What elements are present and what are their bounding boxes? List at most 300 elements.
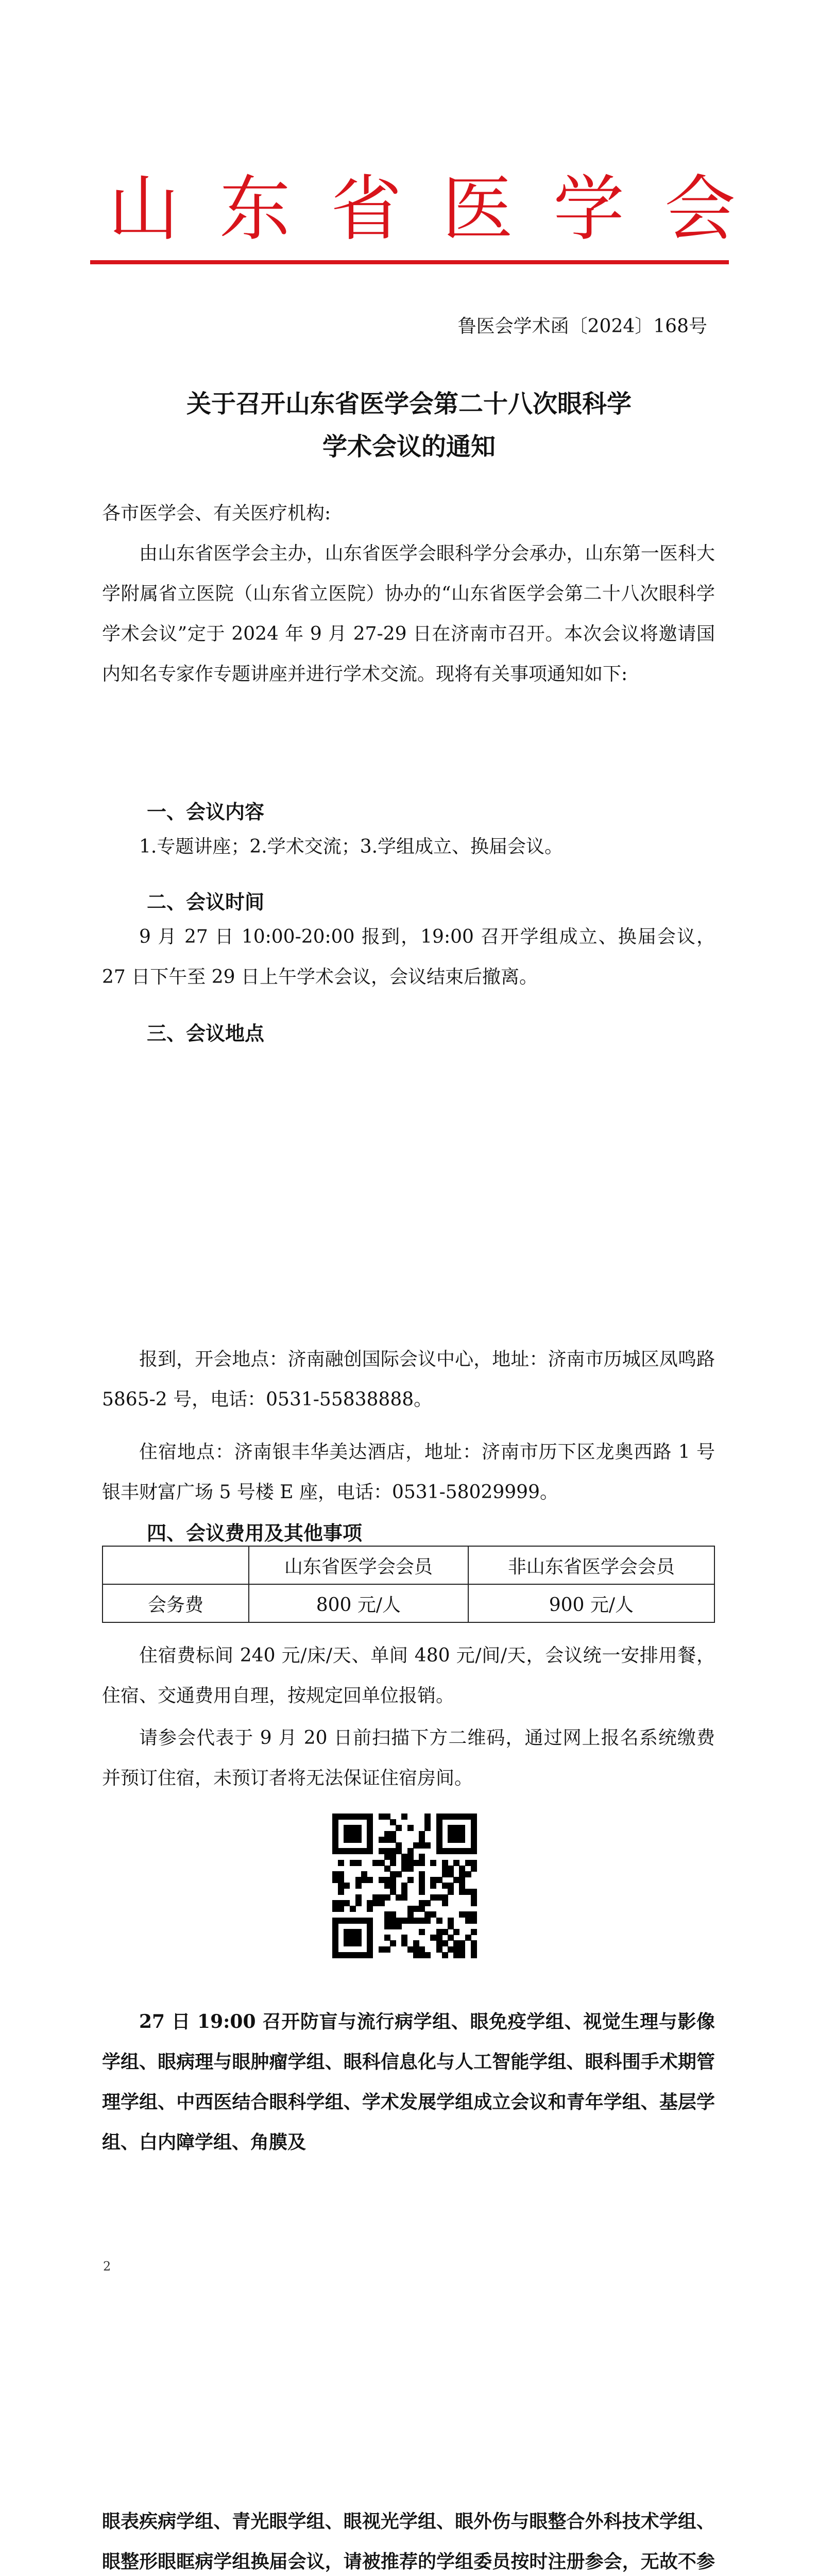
qr-module	[471, 1814, 477, 1820]
doc-number: 鲁医会学术函〔2024〕168号	[457, 316, 707, 337]
qr-module	[355, 1837, 362, 1843]
qr-module	[442, 1814, 448, 1820]
qr-module	[379, 1900, 385, 1906]
qr-module	[448, 1814, 454, 1820]
qr-module	[448, 1848, 454, 1854]
qr-module	[384, 1946, 390, 1953]
qr-module	[419, 1952, 425, 1958]
qr-module	[453, 1877, 459, 1883]
qr-module	[384, 1883, 390, 1889]
qr-module	[332, 1842, 338, 1849]
qr-module	[390, 1923, 396, 1929]
qr-module	[465, 1918, 471, 1924]
qr-module	[471, 1946, 477, 1953]
qr-module	[338, 1889, 344, 1895]
qr-module	[436, 1946, 442, 1953]
groups-text: 27 日 19:00 召开防盲与流行病学组、眼免疫学组、视觉生理与影像学组、眼病理与眼肿瘤学组、眼科信息化与人工智能学组、眼科围手术期管理学组、中西医结合眼科学组、学术发展学组成立会议和青年学组、基层学组、白内障学组、角膜及	[102, 2011, 715, 2153]
qr-module	[344, 1848, 350, 1854]
qr-module	[471, 1929, 477, 1935]
qr-module	[459, 1889, 465, 1895]
qr-module	[344, 1825, 350, 1831]
qr-module	[332, 1819, 338, 1825]
qr-module	[384, 1935, 390, 1941]
qr-module	[355, 1860, 362, 1866]
qr-module	[338, 1883, 344, 1889]
qr-module	[367, 1842, 373, 1849]
qr-module	[390, 1940, 396, 1946]
qr-module	[459, 1911, 465, 1918]
qr-module	[471, 1866, 477, 1872]
qr-module	[344, 1929, 350, 1935]
qr-module	[390, 1877, 396, 1883]
qr-module	[372, 1900, 379, 1906]
qr-module	[350, 1831, 356, 1837]
qr-module	[390, 1854, 396, 1860]
qr-module	[448, 1883, 454, 1889]
qr-module	[367, 1837, 373, 1843]
qr-module	[459, 1877, 465, 1883]
qr-module	[436, 1877, 442, 1883]
qr-module	[361, 1848, 367, 1854]
qr-module	[379, 1860, 385, 1866]
qr-module	[332, 1929, 338, 1935]
qr-module	[436, 1918, 442, 1924]
qr-module	[401, 1883, 407, 1889]
qr-module	[430, 1877, 436, 1883]
qr-module	[332, 1825, 338, 1831]
qr-module	[436, 1848, 442, 1854]
qr-module	[471, 1940, 477, 1946]
qr-module	[367, 1848, 373, 1854]
qr-module	[459, 1883, 465, 1889]
qr-module	[413, 1940, 419, 1946]
qr-module	[350, 1929, 356, 1935]
qr-module	[361, 1952, 367, 1958]
qr-module	[361, 1871, 367, 1877]
qr-module	[396, 1918, 402, 1924]
qr-module	[338, 1877, 344, 1883]
qr-module	[453, 1825, 459, 1831]
fees-table-cell: 800 元/人	[249, 1584, 468, 1622]
qr-module	[401, 1814, 407, 1820]
page-number-2: 2	[103, 2259, 111, 2274]
qr-module	[430, 1911, 436, 1918]
qr-module	[436, 1837, 442, 1843]
qr-module	[442, 1940, 448, 1946]
qr-module	[465, 1860, 471, 1866]
qr-module	[367, 1906, 373, 1912]
fees-table-header-row	[103, 1546, 714, 1584]
qr-module	[459, 1825, 465, 1831]
qr-module	[350, 1918, 356, 1924]
qr-module	[344, 1918, 350, 1924]
qr-module	[379, 1814, 385, 1820]
qr-module	[367, 1952, 373, 1958]
qr-module	[442, 1952, 448, 1958]
qr-module	[465, 1814, 471, 1820]
qr-module	[367, 1940, 373, 1946]
qr-module	[372, 1894, 379, 1901]
qr-module	[448, 1889, 454, 1895]
qr-module	[465, 1871, 471, 1877]
qr-module	[459, 1871, 465, 1877]
qr-module	[471, 1831, 477, 1837]
qr-module	[379, 1894, 385, 1901]
qr-module	[355, 1935, 362, 1941]
qr-module	[465, 1911, 471, 1918]
qr-module	[367, 1929, 373, 1935]
fees-table	[102, 1546, 715, 1623]
qr-module	[350, 1848, 356, 1854]
fees-table-cell: 900 元/人	[468, 1584, 714, 1622]
qr-module	[401, 1918, 407, 1924]
qr-module	[396, 1923, 402, 1929]
qr-module	[384, 1837, 390, 1843]
qr-module	[390, 1831, 396, 1837]
qr-module	[338, 1906, 344, 1912]
qr-module	[448, 1837, 454, 1843]
qr-module	[424, 1819, 431, 1825]
qr-module	[384, 1831, 390, 1837]
qr-module	[424, 1911, 431, 1918]
qr-module	[361, 1918, 367, 1924]
qr-module	[390, 1911, 396, 1918]
qr-module	[465, 1889, 471, 1895]
lodging-text: 住宿费标间 240 元/床/天、单间 480 元/间/天，会议统一安排用餐，住宿、交通费用自理，按规定回单位报销。	[102, 1645, 715, 1706]
qr-module	[424, 1918, 431, 1924]
qr-module	[407, 1946, 414, 1953]
qr-module	[384, 1877, 390, 1883]
qr-module	[407, 1825, 414, 1831]
qr-module	[344, 1814, 350, 1820]
qr-module	[401, 1894, 407, 1901]
qr-module	[344, 1900, 350, 1906]
fees-table-header-cell	[103, 1546, 249, 1584]
qr-module	[332, 1837, 338, 1843]
qr-module	[384, 1911, 390, 1918]
fees-table-header-cell: 山东省医学会会员	[249, 1546, 468, 1584]
qr-module	[430, 1935, 436, 1941]
qr-module	[459, 1837, 465, 1843]
qr-module	[350, 1837, 356, 1843]
qr-module	[413, 1918, 419, 1924]
qr-module	[407, 1866, 414, 1872]
section-fees-heading: 四、会议费用及其他事项	[147, 1521, 363, 1545]
qr-module	[355, 1883, 362, 1889]
qr-module	[471, 1894, 477, 1901]
qr-module	[384, 1854, 390, 1860]
qr-module	[436, 1819, 442, 1825]
register-text: 请参会代表于 9 月 20 日前扫描下方二维码，通过网上报名系统缴费并预订住宿，未预订者将无法保证住宿房间。	[102, 1727, 715, 1789]
qr-module	[355, 1900, 362, 1906]
qr-module	[424, 1952, 431, 1958]
fees-table-header-cell: 非山东省医学会会员	[468, 1546, 714, 1584]
qr-module	[367, 1825, 373, 1831]
qr-module	[396, 1825, 402, 1831]
qr-module	[419, 1918, 425, 1924]
qr-module	[367, 1819, 373, 1825]
qr-module	[453, 1860, 459, 1866]
qr-module	[442, 1860, 448, 1866]
qr-module	[430, 1883, 436, 1889]
qr-module	[419, 1837, 425, 1843]
qr-module	[471, 1842, 477, 1849]
qr-module	[396, 1848, 402, 1854]
qr-module	[344, 1837, 350, 1843]
qr-module	[407, 1911, 414, 1918]
qr-module	[355, 1918, 362, 1924]
qr-module	[419, 1854, 425, 1860]
qr-module	[407, 1877, 414, 1883]
section-time-heading: 二、会议时间	[147, 890, 265, 913]
qr-module	[471, 1825, 477, 1831]
qr-module	[419, 1883, 425, 1889]
qr-module	[419, 1871, 425, 1877]
qr-module	[448, 1946, 454, 1953]
qr-module	[367, 1814, 373, 1820]
qr-module	[350, 1814, 356, 1820]
qr-module	[384, 1894, 390, 1901]
qr-module	[332, 1877, 338, 1883]
qr-module	[332, 1814, 338, 1820]
qr-module	[471, 1889, 477, 1895]
qr-module	[379, 1837, 385, 1843]
qr-module	[332, 1848, 338, 1854]
qr-module	[407, 1854, 414, 1860]
qr-module	[453, 1946, 459, 1953]
qr-module	[396, 1894, 402, 1901]
qr-module	[332, 1918, 338, 1924]
qr-module	[379, 1946, 385, 1953]
qr-module	[453, 1837, 459, 1843]
qr-module	[355, 1940, 362, 1946]
qr-module	[442, 1900, 448, 1906]
qr-module	[419, 1906, 425, 1912]
qr-module	[436, 1940, 442, 1946]
qr-module	[367, 1935, 373, 1941]
section-content-heading: 一、会议内容	[147, 800, 265, 823]
qr-module	[453, 1831, 459, 1837]
qr-module	[453, 1929, 459, 1935]
qr-module	[471, 1860, 477, 1866]
qr-module	[396, 1842, 402, 1849]
qr-module	[448, 1825, 454, 1831]
qr-module	[424, 1900, 431, 1906]
qr-module	[436, 1842, 442, 1849]
qr-module	[350, 1906, 356, 1912]
qr-module	[384, 1918, 390, 1924]
qr-module	[350, 1825, 356, 1831]
qr-module	[413, 1842, 419, 1849]
qr-module	[471, 1911, 477, 1918]
qr-module	[338, 1900, 344, 1906]
qr-module	[471, 1918, 477, 1924]
doc-title-line2: 学术会议的通知	[322, 432, 496, 461]
header-rule	[90, 260, 729, 264]
org-title: 山东省医学会	[108, 167, 776, 250]
qr-module	[453, 1940, 459, 1946]
qr-module	[419, 1889, 425, 1895]
qr-module	[344, 1952, 350, 1958]
qr-module	[448, 1831, 454, 1837]
qr-module	[367, 1946, 373, 1953]
qr-module	[430, 1894, 436, 1901]
qr-module	[350, 1940, 356, 1946]
qr-module	[338, 1848, 344, 1854]
registration-qr-code[interactable]	[332, 1814, 476, 1958]
qr-module	[459, 1866, 465, 1872]
qr-module	[436, 1929, 442, 1935]
salutation: 各市医学会、有关医疗机构:	[102, 503, 331, 524]
qr-module	[471, 1900, 477, 1906]
qr-module	[448, 1866, 454, 1872]
qr-module	[344, 1940, 350, 1946]
qr-module	[471, 1819, 477, 1825]
qr-module	[384, 1923, 390, 1929]
qr-module	[367, 1900, 373, 1906]
qr-module	[448, 1918, 454, 1924]
qr-module	[419, 1929, 425, 1935]
qr-module	[390, 1918, 396, 1924]
qr-module	[338, 1952, 344, 1958]
qr-module	[407, 1848, 414, 1854]
qr-module	[390, 1837, 396, 1843]
section-time-text: 9 月 27 日 10:00-20:00 报到，19:00 召开学组成立、换届会议，27 日下午至 29 日上午学术会议，会议结束后撤离。	[102, 926, 715, 988]
qr-module	[401, 1854, 407, 1860]
qr-module	[338, 1918, 344, 1924]
section-place-heading: 三、会议地点	[147, 1022, 265, 1045]
table-row	[103, 1584, 714, 1622]
qr-module	[367, 1918, 373, 1924]
qr-module	[355, 1877, 362, 1883]
qr-module	[424, 1842, 431, 1849]
qr-module	[448, 1923, 454, 1929]
qr-module	[396, 1871, 402, 1877]
qr-module	[355, 1894, 362, 1901]
qr-module	[401, 1940, 407, 1946]
qr-module	[442, 1883, 448, 1889]
qr-module	[355, 1831, 362, 1837]
qr-module	[332, 1935, 338, 1941]
qr-module	[459, 1848, 465, 1854]
qr-module	[350, 1860, 356, 1866]
qr-module	[384, 1848, 390, 1854]
qr-module	[448, 1935, 454, 1941]
qr-module	[390, 1848, 396, 1854]
qr-module	[350, 1935, 356, 1941]
qr-module	[355, 1929, 362, 1935]
qr-module	[332, 1831, 338, 1837]
qr-module	[424, 1814, 431, 1820]
qr-module	[430, 1860, 436, 1866]
qr-module	[459, 1952, 465, 1958]
qr-module	[419, 1877, 425, 1883]
qr-module	[465, 1935, 471, 1941]
qr-module	[367, 1877, 373, 1883]
qr-module	[367, 1923, 373, 1929]
qr-module	[407, 1906, 414, 1912]
qr-module	[413, 1952, 419, 1958]
qr-module	[436, 1831, 442, 1837]
qr-module	[361, 1877, 367, 1883]
qr-module	[390, 1883, 396, 1889]
qr-module	[419, 1842, 425, 1849]
qr-module	[332, 1940, 338, 1946]
section-place-text2: 住宿地点：济南银丰华美达酒店，地址：济南市历下区龙奥西路 1 号银丰财富广场 5 号楼 E 座，电话：0531-58029999。	[102, 1442, 715, 1503]
qr-module	[355, 1952, 362, 1958]
qr-module	[459, 1940, 465, 1946]
qr-module	[390, 1871, 396, 1877]
qr-module	[344, 1831, 350, 1837]
qr-module	[344, 1935, 350, 1941]
qr-module	[401, 1935, 407, 1941]
doc-title-line1: 关于召开山东省医学会第二十八次眼科学	[186, 389, 632, 418]
qr-module	[436, 1814, 442, 1820]
qr-module	[350, 1952, 356, 1958]
qr-module	[442, 1929, 448, 1935]
qr-module	[372, 1860, 379, 1866]
qr-module	[390, 1860, 396, 1866]
qr-module	[471, 1837, 477, 1843]
qr-module	[332, 1900, 338, 1906]
qr-module	[424, 1825, 431, 1831]
qr-module	[355, 1814, 362, 1820]
qr-module	[442, 1866, 448, 1872]
qr-module	[419, 1946, 425, 1953]
qr-module	[448, 1871, 454, 1877]
qr-module	[471, 1848, 477, 1854]
qr-module	[401, 1860, 407, 1866]
section-place-text1: 报到，开会地点：济南融创国际会议中心，地址：济南市历城区凤鸣路 5865-2 号，电话：0531-55838888。	[102, 1349, 715, 1410]
qr-module	[436, 1825, 442, 1831]
groups-text-continued: 眼表疾病学组、青光眼学组、眼视光学组、眼外伤与眼整合外科技术学组、眼整形眼眶病学组换届会议，请被推荐的学组委员按时注册参会，无故不参	[102, 2511, 715, 2572]
qr-module	[355, 1825, 362, 1831]
fees-table-cell: 会务费	[103, 1584, 249, 1622]
qr-module	[367, 1831, 373, 1837]
qr-module	[459, 1946, 465, 1953]
qr-module	[413, 1906, 419, 1912]
qr-module	[419, 1860, 425, 1866]
qr-module	[407, 1918, 414, 1924]
qr-module	[453, 1848, 459, 1854]
qr-module	[419, 1900, 425, 1906]
qr-module	[338, 1871, 344, 1877]
qr-module	[379, 1848, 385, 1854]
qr-module	[436, 1935, 442, 1941]
qr-module	[465, 1848, 471, 1854]
qr-module	[442, 1894, 448, 1901]
qr-module	[384, 1814, 390, 1820]
qr-module	[338, 1814, 344, 1820]
qr-module	[338, 1860, 344, 1866]
qr-module	[436, 1894, 442, 1901]
qr-module	[407, 1860, 414, 1866]
qr-module	[401, 1889, 407, 1895]
qr-module	[459, 1814, 465, 1820]
qr-module	[453, 1814, 459, 1820]
intro-paragraph: 由山东省医学会主办，山东省医学会眼科学分会承办，山东第一医科大学附属省立医院（山东省立医院）协办的“山东省医学会第二十八次眼科学学术会议”定于 2024 年 9 月 27-29 日在济南市召开。本次会议将邀请国内知名专家作专题讲座并进行学术交流。现将有关事项通知如下:	[102, 543, 715, 685]
qr-module	[355, 1848, 362, 1854]
qr-module	[379, 1877, 385, 1883]
qr-module	[413, 1860, 419, 1866]
qr-module	[442, 1848, 448, 1854]
qr-module	[413, 1946, 419, 1953]
qr-module	[419, 1831, 425, 1837]
qr-module	[390, 1819, 396, 1825]
qr-module	[442, 1871, 448, 1877]
section-content-text: 1.专题讲座；2.学术交流；3.学组成立、换届会议。	[139, 836, 564, 857]
qr-module	[390, 1889, 396, 1895]
